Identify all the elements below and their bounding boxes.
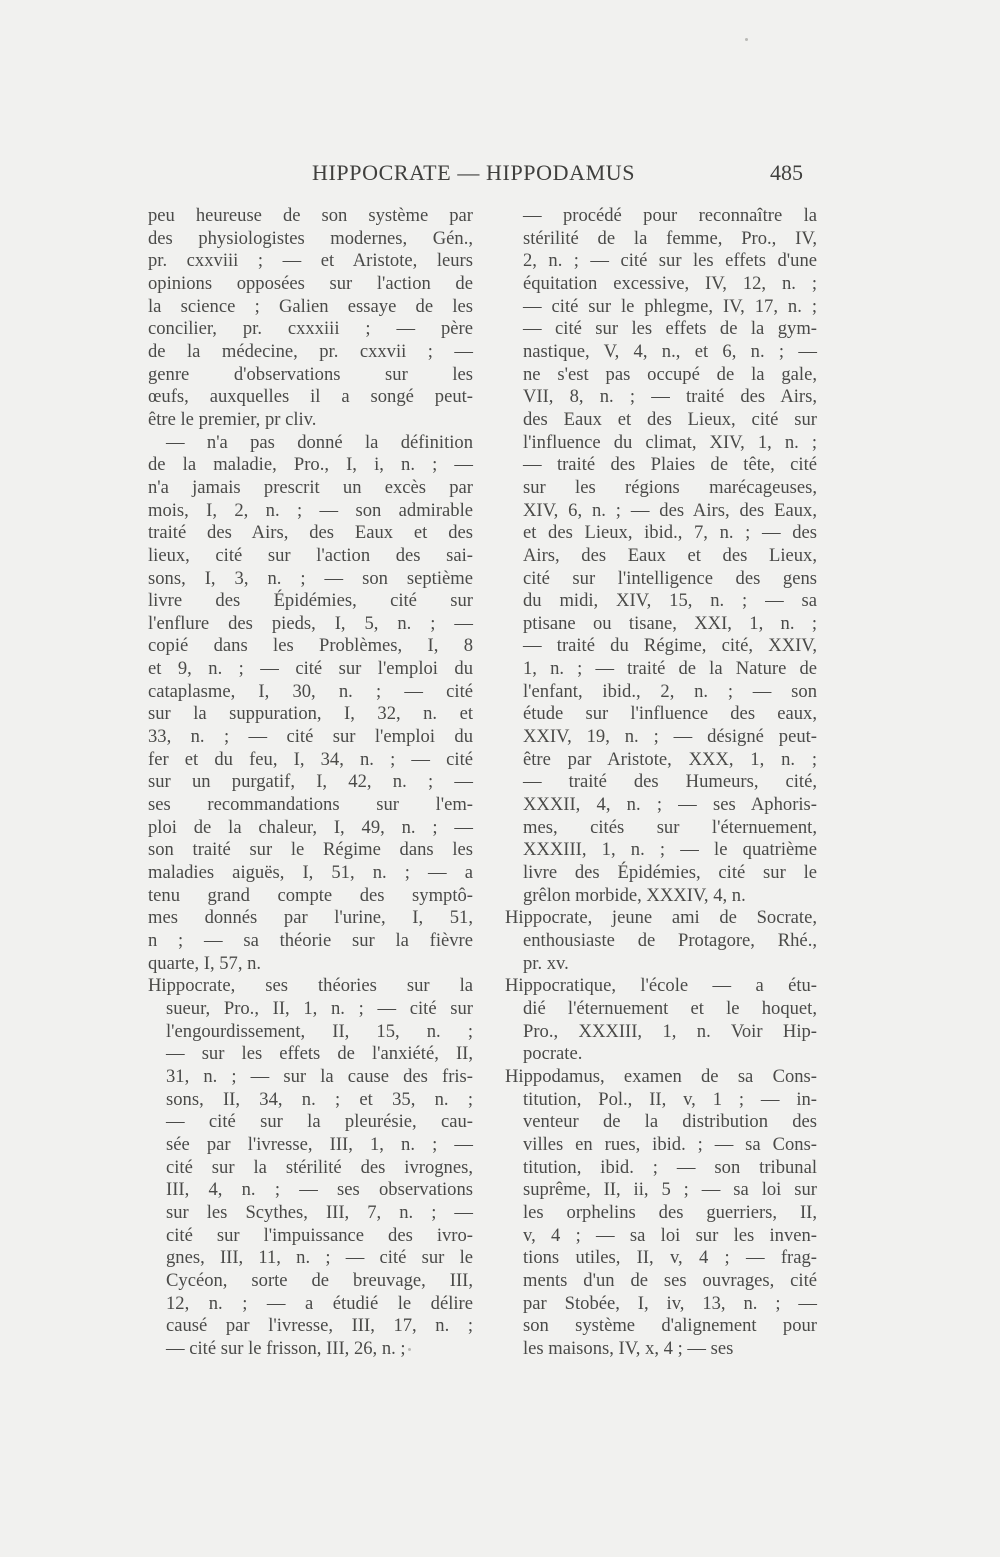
text-line: cataplasme, I, 30, n. ; — cité (148, 680, 473, 702)
text-line: venteur de la distribution des (523, 1111, 817, 1133)
text-line: — procédé pour reconnaître la (523, 205, 817, 226)
text-line: sons, II, 34, n. ; et 35, n. ; (166, 1088, 473, 1110)
text-line: opinions opposées sur l'action de (148, 272, 473, 294)
text-line: les orphelins des guerriers, II, (523, 1201, 817, 1223)
text-line: son traité sur le Régime dans les (148, 839, 473, 861)
running-head (0, 160, 1000, 190)
text-line: livre des Épidémies, cité sur (148, 590, 473, 612)
text-line: être par Aristote, XXX, 1, n. ; (523, 748, 817, 770)
paper-speck (408, 1348, 411, 1351)
text-line: v, 4 ; — sa loi sur les inven- (523, 1224, 817, 1246)
text-line: du midi, XIV, 15, n. ; — sa (523, 590, 817, 612)
text-line: XXXII, 4, n. ; — ses Aphoris- (523, 794, 817, 816)
text-line: œufs, auxquelles il a songé peut- (148, 386, 473, 408)
text-line: peu heureuse de son système par (148, 205, 473, 226)
text-line: 12, n. ; — a étudié le délire (166, 1292, 473, 1314)
text-line: 33, n. ; — cité sur l'emploi du (148, 726, 473, 748)
text-line: concilier, pr. cxxxiii ; — père (148, 318, 473, 340)
text-line: Hippocratique, l'école — a étu- (505, 975, 817, 997)
text-line: ses recommandations sur l'em- (148, 794, 473, 816)
text-line: titution, Pol., II, v, 1 ; — in- (523, 1088, 817, 1110)
page-number: 485 (770, 160, 803, 185)
text-line: causé par l'ivresse, III, 17, n. ; (166, 1315, 473, 1337)
text-line: — cité sur la pleurésie, cau- (166, 1111, 473, 1133)
text-line: cité sur la stérilité des ivrognes, (166, 1156, 473, 1178)
text-line: XIV, 6, n. ; — des Airs, des Eaux, (523, 499, 817, 521)
text-line: étude sur l'influence des eaux, (523, 703, 817, 725)
text-line: 2, n. ; — cité sur les effets d'une (523, 250, 817, 272)
text-line: livre des Épidémies, cité sur le (523, 862, 817, 884)
text-line: des Eaux et des Lieux, cité sur (523, 408, 817, 430)
text-line: sur les régions marécageuses, (523, 476, 817, 498)
text-line: Cycéon, sorte de breuvage, III, (166, 1269, 473, 1291)
text-line: XXIV, 19, n. ; — désigné peut- (523, 726, 817, 748)
text-line: pr. xv. (523, 952, 569, 974)
text-line: mes donnés par l'urine, I, 51, (148, 907, 473, 929)
text-line: — cité sur le frisson, III, 26, n. ; (166, 1337, 406, 1359)
text-line: Airs, des Eaux et des Lieux, (523, 544, 817, 566)
text-line: et des Lieux, ibid., 7, n. ; — des (523, 522, 817, 544)
text-line: la science ; Galien essaye de les (148, 295, 473, 317)
text-line: l'enfant, ibid., 2, n. ; — son (523, 680, 817, 702)
text-line: fer et du feu, I, 34, n. ; — cité (148, 748, 473, 770)
text-line: nastique, V, 4, n., et 6, n. ; — (523, 340, 817, 362)
left-column (148, 205, 473, 1360)
text-line: sée par l'ivresse, III, 1, n. ; — (166, 1133, 473, 1155)
text-line: n ; — sa théorie sur la fièvre (148, 930, 473, 951)
text-line: sur la suppuration, I, 32, n. et (148, 703, 473, 725)
text-line: suprême, II, ii, 5 ; — sa loi sur (523, 1179, 817, 1201)
text-line: cité sur l'intelligence des gens (523, 567, 817, 589)
text-line: son système d'alignement pour (523, 1315, 817, 1337)
text-line: tenu grand compte des symptô- (148, 884, 473, 906)
text-line: genre d'observations sur les (148, 363, 473, 385)
text-line: de la médecine, pr. cxxvii ; — (148, 340, 473, 362)
text-line: — traité du Régime, cité, XXIV, (523, 635, 817, 657)
running-head-title: HIPPOCRATE — HIPPODAMUS (312, 160, 636, 185)
text-line: mois, I, 2, n. ; — son admirable (148, 499, 473, 521)
text-line: VII, 8, n. ; — traité des Airs, (523, 386, 817, 408)
text-line: — cité sur le phlegme, IV, 17, n. ; (523, 295, 817, 317)
text-line: grêlon morbide, XXXIV, 4, n. (523, 884, 746, 906)
text-line: ptisane ou tisane, XXI, 1, n. ; (523, 612, 817, 634)
text-line: — traité des Plaies de tête, cité (523, 454, 817, 476)
text-line: sons, I, 3, n. ; — son septième (148, 567, 473, 589)
text-line: Pro., XXXIII, 1, n. Voir Hip- (523, 1020, 817, 1042)
text-line: — sur les effets de l'anxiété, II, (166, 1043, 473, 1065)
text-line: sueur, Pro., II, 1, n. ; — cité sur (166, 997, 473, 1019)
text-line: maladies aiguës, I, 51, n. ; — a (148, 862, 473, 884)
right-column (505, 205, 817, 1360)
text-line: villes en rues, ibid. ; — sa Cons- (523, 1133, 817, 1155)
text-line: stérilité de la femme, Pro., IV, (523, 227, 817, 249)
text-line: équitation excessive, IV, 12, n. ; (523, 272, 817, 294)
text-line: 31, n. ; — sur la cause des fris- (166, 1065, 473, 1087)
text-line: ne s'est pas occupé de la gale, (523, 363, 817, 385)
text-line: sur un purgatif, I, 42, n. ; — (148, 771, 473, 793)
text-line: ploi de la chaleur, I, 49, n. ; — (148, 816, 473, 838)
text-line: pr. cxxviii ; — et Aristote, leurs (148, 250, 473, 272)
text-line: sur les Scythes, III, 7, n. ; — (166, 1201, 473, 1223)
text-line: — n'a pas donné la définition (166, 431, 473, 453)
text-line: l'influence du climat, XIV, 1, n. ; (523, 431, 817, 453)
text-line: gnes, III, 11, n. ; — cité sur le (166, 1247, 473, 1269)
text-line: quarte, I, 57, n. (148, 952, 262, 974)
text-line: pocrate. (523, 1043, 583, 1065)
text-line: — traité des Humeurs, cité, (523, 771, 817, 793)
text-line: n'a jamais prescrit un excès par (148, 476, 473, 498)
text-line: des physiologistes modernes, Gén., (148, 227, 473, 249)
text-line: lieux, cité sur l'action des sai- (148, 544, 473, 566)
text-line: Hippocrate, jeune ami de Socrate, (505, 907, 817, 929)
text-line: Hippodamus, examen de sa Cons- (505, 1065, 817, 1087)
text-line: les maisons, IV, x, 4 ; — ses (523, 1337, 734, 1359)
text-line: et 9, n. ; — cité sur l'emploi du (148, 658, 473, 680)
text-line: de la maladie, Pro., I, i, n. ; — (148, 454, 473, 476)
text-line: être le premier, pr cliv. (148, 408, 317, 430)
text-line: cité sur l'impuissance des ivro- (166, 1224, 473, 1246)
text-line: titution, ibid. ; — son tribunal (523, 1156, 817, 1178)
text-line: traité des Airs, des Eaux et des (148, 522, 473, 544)
text-line: 1, n. ; — traité de la Nature de (523, 658, 817, 680)
text-line: mes, cités sur l'éternuement, (523, 816, 817, 838)
text-line: Hippocrate, ses théories sur la (148, 975, 473, 997)
text-line: dié l'éternuement et le hoquet, (523, 997, 817, 1019)
text-line: l'enflure des pieds, I, 5, n. ; — (148, 612, 473, 634)
text-line: tions utiles, II, v, 4 ; — frag- (523, 1247, 817, 1269)
text-line: enthousiaste de Protagore, Rhé., (523, 930, 817, 951)
text-line: ments d'un de ses ouvrages, cité (523, 1269, 817, 1291)
text-line: III, 4, n. ; — ses observations (166, 1179, 473, 1201)
text-line: — cité sur les effets de la gym- (523, 318, 817, 340)
text-line: copié dans les Problèmes, I, 8 (148, 635, 473, 657)
text-line: l'engourdissement, II, 15, n. ; (166, 1020, 473, 1042)
paper-speck (745, 38, 748, 41)
text-line: XXXIII, 1, n. ; — le quatrième (523, 839, 817, 861)
text-line: par Stobée, I, iv, 13, n. ; — (523, 1292, 817, 1314)
